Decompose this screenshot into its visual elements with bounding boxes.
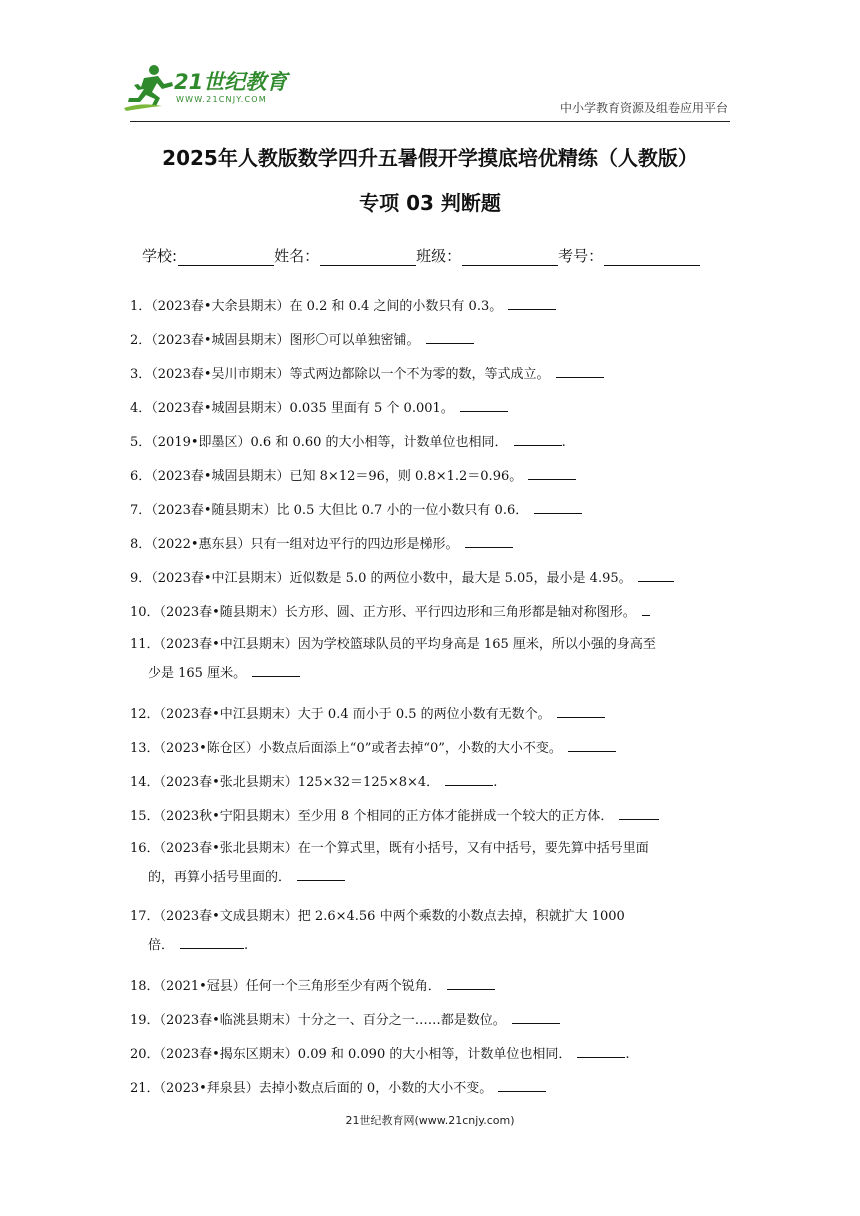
exam-number-label: 考号： — [558, 247, 604, 265]
question-number: 12． — [130, 707, 160, 722]
question-text: （2023春•张北县期末）在一个算式里，既有小括号，又有中括号，要先算中括号里面 — [159, 841, 649, 856]
question-text: （2021•冠县）任何一个三角形至少有两个锐角． — [159, 979, 441, 994]
answer-blank[interactable] — [465, 534, 513, 548]
question-text: （2023春•张北县期末）125×32＝125×8×4． — [159, 775, 440, 790]
page-title: 2025年人教版数学四升五暑假开学摸底培优精练（人教版） — [162, 146, 698, 170]
class-blank[interactable] — [462, 247, 558, 266]
answer-blank[interactable] — [557, 704, 605, 718]
question-item — [130, 602, 730, 621]
question-item — [130, 466, 730, 485]
logo-url: WWW.21CNJY.COM — [176, 95, 267, 104]
question-number: 6． — [130, 469, 152, 484]
question-number: 14． — [130, 775, 160, 790]
page-subtitle: 专项 03 判断题 — [359, 191, 501, 215]
school-field — [142, 245, 274, 266]
question-tail: . — [493, 775, 498, 790]
question-item — [130, 1078, 730, 1097]
exam-number-blank[interactable] — [604, 247, 700, 266]
question-number: 7． — [130, 503, 152, 518]
question-continuation — [130, 935, 730, 954]
question-text: （2023春•随县期末）长方形、圆、正方形、平行四边形和三角形都是轴对称图形。 — [159, 605, 636, 620]
class-label: 班级： — [416, 247, 462, 265]
question-tail: . — [561, 435, 566, 450]
question-item — [130, 364, 730, 383]
question-continuation — [130, 867, 730, 886]
school-blank[interactable] — [178, 247, 274, 266]
question-item — [130, 296, 730, 315]
question-text: （2023春•城固县期末）已知 8×12＝96，则 0.8×1.2＝0.96。 — [151, 469, 523, 484]
question-item — [130, 568, 730, 587]
question-number: 19． — [130, 1013, 160, 1028]
question-text: （2023春•城固县期末）图形〇可以单独密铺。 — [151, 333, 420, 348]
answer-blank[interactable] — [180, 935, 244, 949]
name-blank[interactable] — [320, 247, 416, 266]
question-number: 1． — [130, 299, 152, 314]
answer-blank[interactable] — [508, 296, 556, 310]
answer-blank[interactable] — [514, 432, 562, 446]
answer-blank[interactable] — [577, 1044, 625, 1058]
question-text: （2023春•临洮县期末）十分之一、百分之一……都是数位。 — [159, 1013, 506, 1028]
question-tail: . — [244, 938, 249, 953]
answer-blank[interactable] — [528, 466, 576, 480]
question-text: （2023春•吴川市期末）等式两边都除以一个不为零的数，等式成立。 — [151, 367, 550, 382]
question-number: 10． — [130, 605, 160, 620]
question-text: （2023•陈仓区）小数点后面添上“0”或者去掉“0”，小数的大小不变。 — [159, 741, 562, 756]
question-item — [130, 636, 730, 682]
question-text: （2023秋•宁阳县期末）至少用 8 个相同的正方体才能拼成一个较大的正方体． — [159, 809, 614, 824]
name-field — [274, 245, 416, 266]
question-number: 21． — [130, 1081, 160, 1096]
answer-blank[interactable] — [619, 806, 659, 820]
question-text: （2023春•城固县期末）0.035 里面有 5 个 0.001。 — [151, 401, 454, 416]
question-number: 2． — [130, 333, 152, 348]
question-text: （2019•即墨区）0.6 和 0.60 的大小相等，计数单位也相同． — [151, 435, 508, 450]
answer-blank[interactable] — [252, 663, 300, 677]
class-field — [416, 245, 558, 266]
answer-blank[interactable] — [460, 398, 508, 412]
question-text: （2023春•揭东区期末）0.09 和 0.090 的大小相等，计数单位也相同． — [159, 1047, 572, 1062]
answer-blank[interactable] — [534, 500, 582, 514]
exam-number-field — [558, 245, 700, 266]
question-text-continued: 倍． — [148, 938, 175, 953]
question-item — [130, 772, 730, 791]
question-continuation — [130, 663, 730, 682]
header-divider — [130, 121, 730, 122]
answer-blank[interactable] — [445, 772, 493, 786]
question-tail: . — [625, 1047, 630, 1062]
question-number: 5． — [130, 435, 152, 450]
question-text: （2022•惠东县）只有一组对边平行的四边形是梯形。 — [151, 537, 459, 552]
question-text-continued: 的，再算小括号里面的． — [148, 870, 292, 885]
answer-blank[interactable] — [297, 867, 345, 881]
question-item — [130, 500, 730, 519]
question-number: 11． — [130, 637, 160, 652]
answer-blank[interactable] — [426, 330, 474, 344]
school-label: 学校: — [142, 247, 178, 265]
question-number: 4． — [130, 401, 152, 416]
question-number: 17． — [130, 909, 160, 924]
question-text: （2023春•大余县期末）在 0.2 和 0.4 之间的小数只有 0.3。 — [151, 299, 503, 314]
question-item — [130, 1044, 730, 1063]
question-item — [130, 908, 730, 954]
page-header — [0, 0, 860, 122]
question-text: （2023春•随县期末）比 0.5 大但比 0.7 小的一位小数只有 0.6． — [151, 503, 529, 518]
question-item — [130, 806, 730, 825]
question-item — [130, 534, 730, 553]
question-item — [130, 704, 730, 723]
question-item — [130, 840, 730, 886]
answer-blank[interactable] — [642, 602, 650, 616]
question-item — [130, 976, 730, 995]
answer-blank[interactable] — [556, 364, 604, 378]
question-item — [130, 330, 730, 349]
question-number: 9． — [130, 571, 152, 586]
question-number: 13． — [130, 741, 160, 756]
page-footer: 21世纪教育网(www.21cnjy.com) — [345, 1114, 515, 1127]
runner-icon — [122, 62, 178, 114]
answer-blank[interactable] — [568, 738, 616, 752]
logo-text: 21世纪教育 — [174, 70, 288, 94]
question-text-continued: 少是 165 厘米。 — [148, 666, 247, 681]
name-label: 姓名： — [274, 247, 320, 265]
question-number: 18． — [130, 979, 160, 994]
answer-blank[interactable] — [498, 1078, 546, 1092]
platform-label: 中小学教育资源及组卷应用平台 — [559, 101, 728, 115]
answer-blank[interactable] — [638, 568, 674, 582]
question-text: （2023春•中江县期末）大于 0.4 而小于 0.5 的两位小数有无数个。 — [159, 707, 551, 722]
question-item — [130, 432, 730, 451]
question-number: 16． — [130, 841, 160, 856]
logo — [122, 62, 297, 116]
student-info-fields — [142, 245, 700, 266]
question-item — [130, 1010, 730, 1029]
question-number: 20． — [130, 1047, 160, 1062]
answer-blank[interactable] — [512, 1010, 560, 1024]
question-item — [130, 398, 730, 417]
question-number: 3． — [130, 367, 152, 382]
question-text: （2023春•文成县期末）把 2.6×4.56 中两个乘数的小数点去掉，积就扩大 1000 — [159, 909, 625, 924]
answer-blank[interactable] — [447, 976, 495, 990]
question-number: 8． — [130, 537, 152, 552]
question-item — [130, 738, 730, 757]
question-text: （2023春•中江县期末）因为学校篮球队员的平均身高是 165 厘米，所以小强的身高至 — [159, 637, 656, 652]
question-number: 15． — [130, 809, 160, 824]
question-text: （2023•拜泉县）去掉小数点后面的 0，小数的大小不变。 — [159, 1081, 493, 1096]
question-text: （2023春•中江县期末）近似数是 5.0 的两位小数中，最大是 5.05，最小是 4.95。 — [151, 571, 632, 586]
